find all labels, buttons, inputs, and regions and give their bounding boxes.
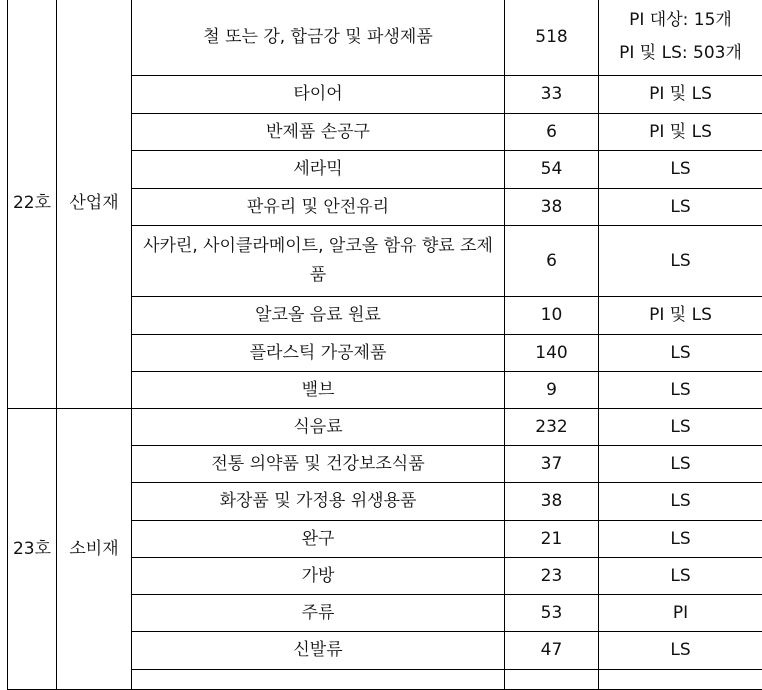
- item-cell: 타이어: [132, 76, 505, 114]
- count-cell: 9: [505, 372, 599, 409]
- count-cell: 140: [505, 335, 599, 372]
- table-body: [8, 0, 762, 690]
- method-line: PI 대상: 15개: [603, 4, 758, 37]
- count-cell: 6: [505, 114, 599, 151]
- item-cell: 알코올 음료 원료: [132, 297, 505, 335]
- method-cell: [599, 632, 762, 670]
- item-cell: 신발류: [132, 632, 505, 670]
- method-cell: [599, 226, 762, 297]
- method-line: PI 및 LS: [603, 80, 758, 109]
- empty-cell: [132, 670, 505, 690]
- method-cell: [599, 558, 762, 595]
- item-cell: 식음료: [132, 409, 505, 446]
- method-cell: [599, 595, 762, 632]
- count-cell: 54: [505, 151, 599, 189]
- method-line: LS: [603, 247, 758, 276]
- empty-cell: [505, 670, 599, 690]
- regulation-table: [7, 0, 762, 690]
- count-cell: 37: [505, 446, 599, 483]
- method-cell: [599, 0, 762, 76]
- method-cell: [599, 446, 762, 483]
- count-cell: 53: [505, 595, 599, 632]
- method-cell: [599, 76, 762, 114]
- method-line: PI 및 LS: [603, 118, 758, 147]
- count-cell: 518: [505, 0, 599, 76]
- method-line: PI 및 LS: 503개: [603, 37, 758, 70]
- method-cell: [599, 521, 762, 558]
- item-cell: 판유리 및 안전유리: [132, 189, 505, 226]
- group-category-cell: 소비재: [57, 409, 132, 690]
- item-cell: 밸브: [132, 372, 505, 409]
- item-cell: 완구: [132, 521, 505, 558]
- method-line: LS: [603, 450, 758, 479]
- count-cell: 10: [505, 297, 599, 335]
- count-cell: 38: [505, 483, 599, 521]
- method-cell: [599, 483, 762, 521]
- method-cell: [599, 189, 762, 226]
- item-cell: 전통 의약품 및 건강보조식품: [132, 446, 505, 483]
- method-cell: [599, 372, 762, 409]
- method-cell: [599, 335, 762, 372]
- count-cell: 21: [505, 521, 599, 558]
- method-line: PI 및 LS: [603, 301, 758, 330]
- group-code-cell: 23호: [8, 409, 57, 690]
- method-line: PI: [603, 599, 758, 628]
- method-line: LS: [603, 525, 758, 554]
- count-cell: 38: [505, 189, 599, 226]
- item-cell: 세라믹: [132, 151, 505, 189]
- item-cell: 사카린, 사이클라메이트, 알코올 함유 향료 조제품: [132, 226, 505, 297]
- count-cell: 33: [505, 76, 599, 114]
- item-cell: 반제품 손공구: [132, 114, 505, 151]
- count-cell: 47: [505, 632, 599, 670]
- method-line: LS: [603, 155, 758, 184]
- item-cell: 가방: [132, 558, 505, 595]
- method-line: LS: [603, 562, 758, 591]
- item-cell: 플라스틱 가공제품: [132, 335, 505, 372]
- method-cell: [599, 297, 762, 335]
- item-cell: 철 또는 강, 합금강 및 파생제품: [132, 0, 505, 76]
- method-line: LS: [603, 193, 758, 222]
- group-category-cell: 산업재: [57, 0, 132, 409]
- table-row: [8, 0, 762, 76]
- method-cell: [599, 151, 762, 189]
- method-line: LS: [603, 636, 758, 665]
- method-line: LS: [603, 376, 758, 405]
- method-cell: [599, 114, 762, 151]
- group-code-cell: 22호: [8, 0, 57, 409]
- count-cell: 232: [505, 409, 599, 446]
- item-cell: 주류: [132, 595, 505, 632]
- table-row: [8, 409, 762, 446]
- method-cell: [599, 409, 762, 446]
- method-line: LS: [603, 413, 758, 442]
- count-cell: 23: [505, 558, 599, 595]
- method-line: LS: [603, 339, 758, 368]
- count-cell: 6: [505, 226, 599, 297]
- item-cell: 화장품 및 가정용 위생용품: [132, 483, 505, 521]
- empty-cell: [599, 670, 762, 690]
- method-line: LS: [603, 487, 758, 516]
